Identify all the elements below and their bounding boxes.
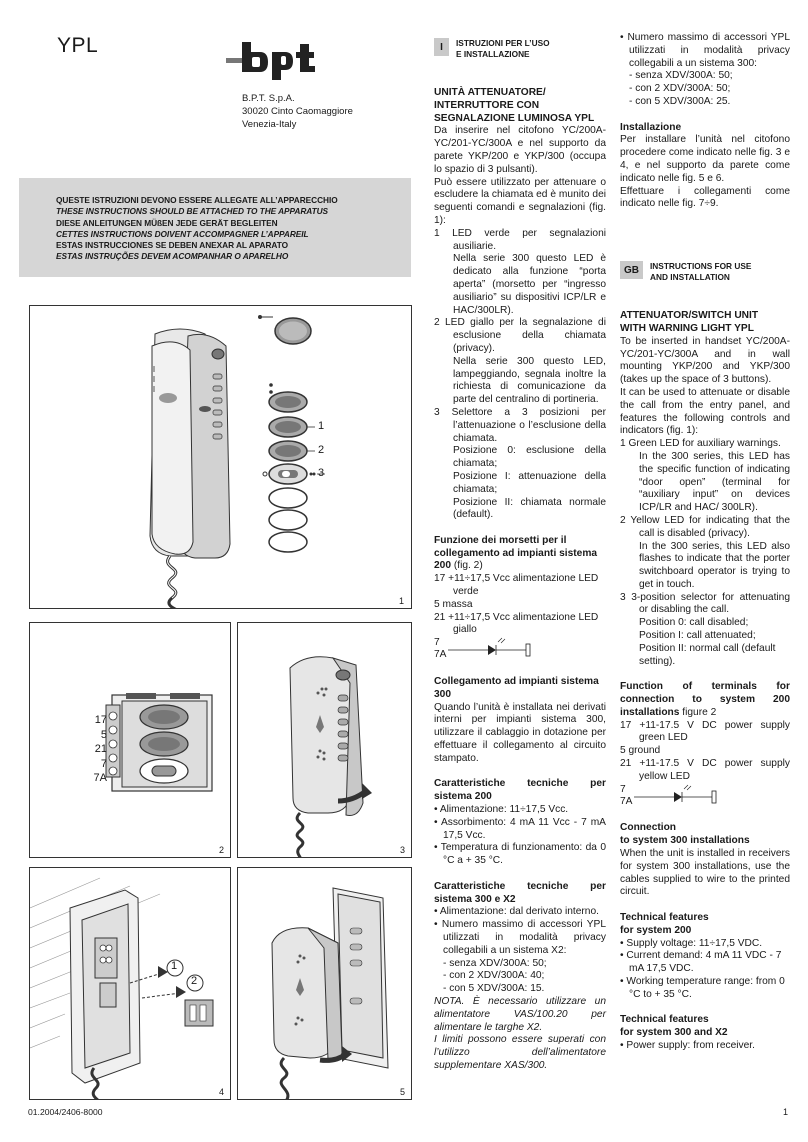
terminal-17-it: 17 +11÷17,5 Vcc alimentazione LED verde [434,573,599,598]
system300-heading-it: Collegamento ad impianti sistema 300 [434,676,599,700]
figure-number: 4 [219,1087,225,1097]
spec200-item: • Current demand: 4 mA 11 VDC - 7 mA 17,5 VDC. [620,950,782,975]
pos0-it: Posizione 0: esclusione della chiamata; [453,445,606,470]
warning-fr: CETTES INSTRUCTIONS DOIVENT ACCOMPAGNER L’APPAREIL [56,228,309,239]
fig1-label-2: 2 [318,444,325,456]
heading-line: INTERRUTTORE CON [434,99,540,111]
intro-it: Da inserire nel citofono YC/200A-YC/201-YC/300A e nel supporto da parete YKP/200 e YKP/300 (occupa lo spazio di 3 pulsanti). [434,125,606,175]
figure-number: 5 [400,1087,406,1097]
terminal-21-gb: 21 +11-17.5 V DC power supply yellow LED [620,758,790,782]
fig1-label-3: 3 [318,467,325,479]
figure-5 [237,867,412,1100]
spec300-heading-gb [620,1014,790,1040]
spec200-item: • Supply voltage: 11÷17,5 VDC. [620,937,763,949]
section-header-it [434,38,606,59]
figure-number: 2 [219,845,225,855]
heading-line: for system 300 and X2 [620,1027,728,1039]
figure-2 [29,622,231,858]
terminal-7: 7 [100,757,107,770]
warning-es: ESTAS INSTRUCCIONES SE DEBEN ANEXAR AL APARATO [56,240,289,251]
spec200-text: Current demand: 4 mA 11 VDC - 7 mA 17,5 VDC. [626,950,782,975]
figure-1 [29,305,412,609]
terminal-7a-label: 7A [620,795,633,807]
max-accessories-sublist-item: - senza XDV/300A: 50; [629,70,733,82]
spec200-text: Supply voltage: 11÷17,5 VDC. [626,937,763,949]
intro2-it: Può essere utilizzato per attenuare o escludere la chiamata ed è munito dei seguenti comandi e segnalazioni (fig. 1): [434,176,606,226]
system300-text-gb: When the unit is installed in receivers for system 300 installations, use the cables supplied to wire to the printed circuit. [620,848,790,898]
section-title-line: INSTRUCTIONS FOR USE [650,261,752,272]
warning-de: DIESE ANLEITUNGEN MÜßEN JEDE GERÄT BEGLEITEN [56,217,278,228]
led-diode-icon [634,784,734,810]
terminals-heading-text: Funzione dei morsetti per il collegamento ad impianti sistema 200 [434,534,598,572]
spec200-heading-it: Caratteristiche tecniche per sistema 200 [434,778,606,803]
item2-gb: 2 Yellow LED for indicating that the call is disabled (privacy). [620,514,790,539]
spec300-item: • Power supply: from receiver. [620,1039,755,1051]
terminals-heading-gb [620,681,790,719]
section-title-line: E INSTALLAZIONE [456,48,530,59]
terminals-heading-text: Function of terminals for connection to system 200 installations [620,681,790,718]
item2-it: 2 LED giallo per la segnalazione di esclusione della chiamata (privacy). [434,317,606,354]
item1-gb: 1 Green LED for auxiliary warnings. [620,438,781,450]
company-region: Venezia-Italy [242,119,297,130]
spec300-sublist-item: - senza XDV/300A: 50; [443,957,547,969]
heading-line: for system 200 [620,924,692,936]
warning-pt: ESTAS INSTRUÇÕES DEVEM ACOMPANHAR O APARELHO [56,251,289,262]
spec200-heading-gb [620,912,790,938]
system300-heading-gb [620,822,790,848]
terminal-5-it: 5 massa [434,598,473,610]
terminals-heading-it [434,535,606,573]
wall-support-insertion-illustration [238,868,412,1100]
attach-instructions-notice [19,178,411,277]
item1-it: 1 LED verde per segnalazioni ausiliarie. [434,227,606,252]
note-it: NOTA. È necessario utilizzare un alimentatore VAS/100.20 per alimentare le targhe X2. [434,995,606,1033]
item1b-it: Nella serie 300 questo LED è dedicato alla funzione “porta aperta” (morsetto per “ingresso ausiliario” su dispositivi ICP/LR e HAC/300LR). [453,253,606,316]
spec200-item: • Temperatura di funzionamento: da 0 °C a + 35 °C. [434,842,606,867]
company-name: B.P.T. S.p.A. [242,93,295,104]
system300-text-it: Quando l’unità è installata nei derivati interni per impianti sistema 300, utilizzare il cablaggio in dotazione per effettuare il collegamento al circuito stampato. [434,701,606,764]
heading-line: WITH WARNING LIGHT YPL [620,322,754,334]
section-header-gb [620,261,790,282]
terminal-17: 17 [94,714,107,726]
terminal-21: 21 [94,743,107,755]
max-accessories-sublist-item: - con 5 XDV/300A: 25. [629,95,731,107]
section-title-gb [650,261,751,282]
spec300-text: Alimentazione: dal derivato interno. [439,906,599,918]
item2b-it: Nella serie 300 questo LED, lampeggiando, segnala inoltre la richiesta di comunicazione da parte del centralino di portineria. [453,355,606,406]
bpt-logo [226,40,336,82]
led-diode-icon [448,637,548,663]
company-city: 30020 Cinto Caomaggiore [242,106,353,117]
section-title-line: AND INSTALLATION [650,271,730,282]
diode-symbol-gb [620,784,790,810]
warning-en: THESE INSTRUCTIONS SHOULD BE ATTACHED TO THE APPARATUS [56,206,329,217]
spec200-text: Alimentazione: 11÷17,5 Vcc. [439,804,569,816]
intro2-gb: It can be used to attenuate or disable the call from the entry panel, and features the following controls and indicators (fig. 1): [620,386,790,437]
heading-line: Technical features [620,1014,709,1026]
item2b-gb: In the 300 series, this LED also flashes to indicate that the porter switchboard operator is trying to get in touch. [639,540,790,590]
installation-text2-it: Effettuare i collegamenti come indicato nelle fig. 7÷9. [620,185,790,210]
fig1-label-1: 1 [318,420,325,432]
spec300-sublist-item: - con 5 XDV/300A: 15. [443,983,545,995]
spec300-text: Numero massimo di accessori YPL utilizzati in modalità privacy collegabili a un sistema X2: [441,919,606,956]
terminal-21-it: 21 +11÷17,5 Vcc alimentazione LED giallo [434,611,599,636]
spec300-sublist-item: - con 2 XDV/300A: 40; [443,970,545,982]
wall-mount-illustration [30,868,231,1100]
terminal-7a: 7A [93,772,107,784]
language-flag-it: I [434,38,449,56]
diode-symbol-it [434,637,606,663]
spec200-item: • Working temperature range: from 0 °C to + 35 °C. [620,976,785,1000]
figure-number: 1 [399,596,405,606]
max-accessories-text: Numero massimo di accessori YPL utilizzati in modalità privacy collegabili a un sistema 300: [627,32,790,69]
heading-line: to system 300 installations [620,835,750,847]
spec300-text: Power supply: from receiver. [626,1039,755,1051]
spec300-heading-it: Caratteristiche tecniche per sistema 300 e X2 [434,880,606,905]
company-address [242,92,353,131]
figure-3 [237,622,412,858]
spec200-item: • Alimentazione: 11÷17,5 Vcc. [434,804,569,816]
warning-it: QUESTE ISTRUZIONI DEVONO ESSERE ALLEGATE ALL’APPARECCHIO [56,195,338,205]
figure-number: 3 [400,845,406,855]
pos2-it: Posizione II: chiamata normale (default). [453,496,606,521]
pos0-gb: Position 0: call disabled; [639,617,749,629]
spec200-text: Assorbimento: 4 mA 11 Vcc - 7 mA 17,5 Vcc. [440,816,606,841]
spec200-text: Working temperature range: from 0 °C to + 35 °C. [626,976,785,1000]
terminal-7-label: 7 [434,637,440,649]
handset-insertion-illustration [238,623,412,858]
item3-gb: 3 3-position selector for attenuating or disabling the call. [620,591,790,616]
product-heading-it [434,87,606,125]
spec200-text: Temperatura di funzionamento: da 0 °C a + 35 °C. [440,842,606,867]
spec200-item: • Assorbimento: 4 mA 11 Vcc - 7 mA 17,5 Vcc. [434,816,606,841]
italian-column [434,38,606,1073]
spec300-item: • Numero massimo di accessori YPL utilizzati in modalità privacy collegabili a un sistema X2: [434,919,606,956]
terminal-5-gb: 5 ground [620,745,661,757]
language-flag-gb: GB [620,261,643,279]
heading-line: Connection [620,822,677,834]
section-title-line: ISTRUZIONI PER L’USO [456,38,550,48]
spec300-item: • Alimentazione: dal derivato interno. [434,906,599,918]
step-2-label: 2 [191,975,198,987]
document-footer-code: 01.2004/2406-8000 [28,1107,103,1117]
figure-4 [29,867,231,1100]
pos1-it: Posizione I: attenuazione della chiamata; [453,470,606,495]
product-heading-gb [620,310,790,336]
heading-line: ATTENUATOR/SWITCH UNIT [620,310,759,322]
step-1-label: 1 [171,960,178,972]
document-code: YPL [57,34,99,57]
terminal-labels [85,713,107,786]
heading-line: UNITÀ ATTENUATORE/ [434,87,546,98]
pos2-gb: Position II: normal call (default setting). [639,642,776,667]
terminal-5: 5 [100,728,107,741]
page-number: 1 [783,1107,789,1117]
installation-heading-it: Installazione [620,121,682,133]
terminals-heading-fig: figure 2 [682,706,717,718]
item3-it: 3 Selettore a 3 posizioni per l’attenuazione o l’esclusione della chiamata. [434,406,606,444]
limits-note-it: I limiti possono essere superati con l’utilizzo dell’alimentatore supplementare XAS/300. [434,1034,606,1071]
right-column [620,32,790,1053]
handset-illustration [30,306,412,609]
intro-gb: To be inserted in handset YC/200A-YC/201-YC/300A and in wall mounting YKP/200 and YKP/300 (takes up the space of 3 buttons). [620,335,790,386]
terminal-17-gb: 17 +11-17.5 V DC power supply green LED [620,719,790,744]
max-accessories-sublist-item: - con 2 XDV/300A: 50; [629,83,731,95]
terminals-heading-fig: (fig. 2) [453,560,483,572]
max-accessories-item: • Numero massimo di accessori YPL utilizzati in modalità privacy collegabili a un sistema 300: [620,32,790,69]
terminal-module-illustration [30,623,231,858]
section-title-it [456,38,550,59]
heading-line: Technical features [620,912,709,924]
installation-text-it: Per installare l’unità nel citofono procedere come indicato nelle fig. 3 e 4, e nel supporto da parete come indicato nelle fig. 5 e 6. [620,134,790,184]
terminal-7a-label: 7A [434,649,447,661]
terminal-7-label: 7 [620,783,626,795]
item1b-gb: In the 300 series, this LED has the specific function of indicating “door open” (terminal for “auxiliary input” on devices ICP/LR and HAC/ 300LR). [639,450,790,514]
pos1-gb: Position I: call attenuated; [639,630,756,642]
heading-line: SEGNALAZIONE LUMINOSA YPL [434,112,595,124]
